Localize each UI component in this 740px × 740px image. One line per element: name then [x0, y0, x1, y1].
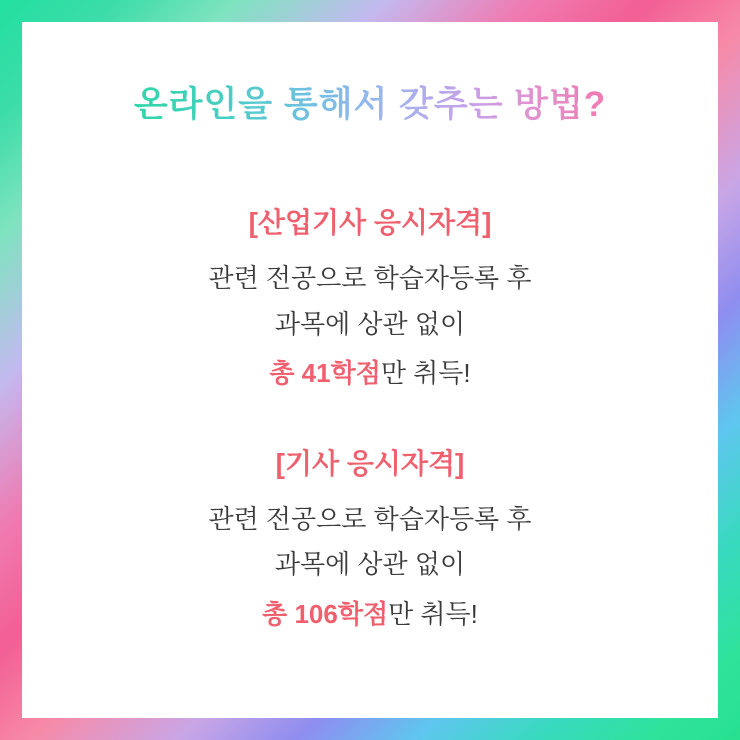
section-heading: [산업기사 응시자격]	[248, 207, 492, 238]
section-heading: [기사 응시자격]	[275, 447, 465, 479]
section-line-1: 관련 전공으로 학습자등록 후	[208, 263, 532, 293]
card-inner	[22, 22, 718, 718]
credit-highlight: 총 106학점	[262, 598, 389, 629]
section-industrial-engineer	[22, 202, 718, 397]
page-title: 온라인을 통해서 갖추는 방법?	[133, 85, 607, 124]
section-engineer	[22, 443, 718, 638]
section-line-3	[22, 351, 718, 397]
credit-suffix: 만 취득!	[388, 598, 478, 629]
credit-suffix: 만 취득!	[380, 358, 471, 388]
section-line-2: 과목에 상관 없이	[274, 308, 466, 339]
section-line-2: 과목에 상관 없이	[274, 549, 466, 579]
section-line-3	[22, 592, 718, 638]
section-line-1: 관련 전공으로 학습자등록 후	[208, 503, 532, 534]
credit-highlight: 총 41학점	[269, 358, 381, 388]
